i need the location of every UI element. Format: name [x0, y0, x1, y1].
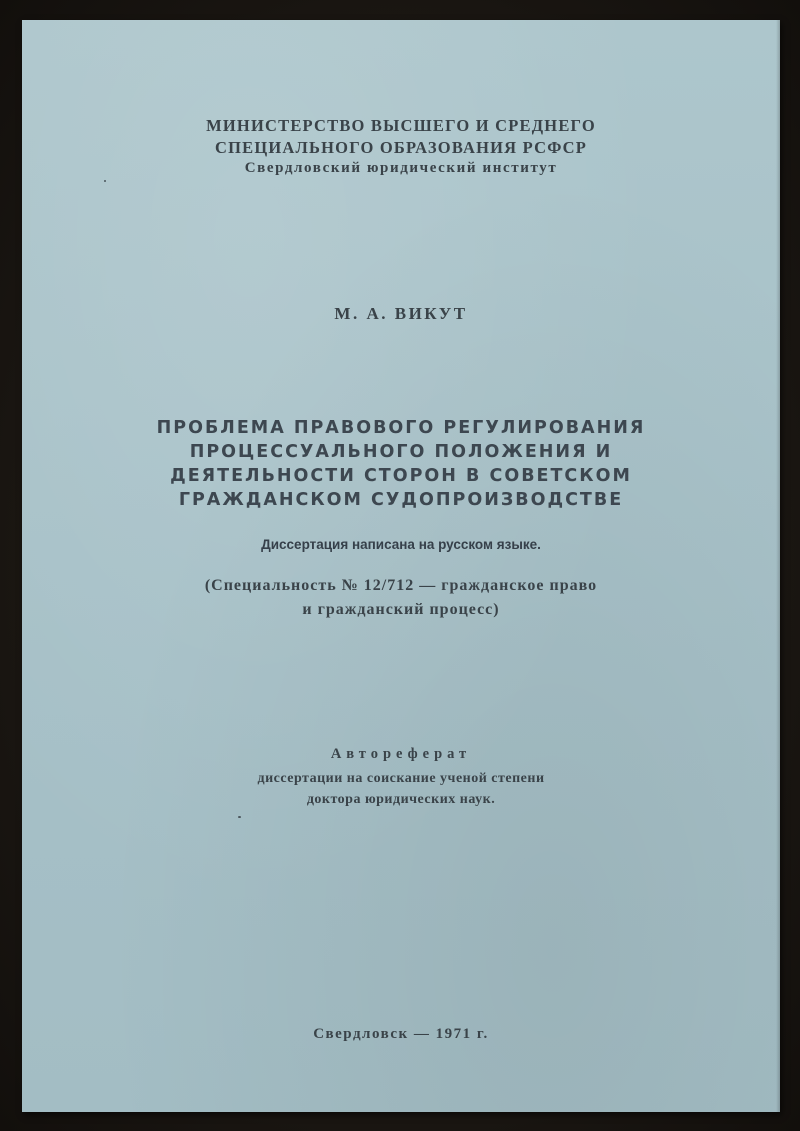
specialty-line-1: (Специальность № 12/712 — гражданское право	[204, 577, 598, 594]
title-line-2: ПРОЦЕССУАЛЬНОГО ПОЛОЖЕНИЯ И	[189, 442, 613, 462]
ministry-line-2: СПЕЦИАЛЬНОГО ОБРАЗОВАНИЯ РСФСР	[215, 138, 587, 157]
title-line-3: ДЕЯТЕЛЬНОСТИ СТОРОН В СОВЕТСКОМ	[170, 466, 632, 486]
paper-speck	[238, 816, 241, 818]
specialty-line-2: и гражданский процесс)	[302, 601, 500, 618]
title-line-4: ГРАЖДАНСКОМ СУДОПРОИЗВОДСТВЕ	[178, 490, 624, 510]
booklet-cover	[22, 20, 780, 1112]
ministry-line-1: МИНИСТЕРСТВО ВЫСШЕГО И СРЕДНЕГО	[206, 116, 596, 135]
title-line-1: ПРОБЛЕМА ПРАВОВОГО РЕГУЛИРОВАНИЯ	[156, 418, 646, 438]
abstract-heading: Автореферат	[330, 746, 472, 762]
abstract-line-2: доктора юридических наук.	[306, 792, 496, 807]
author-name: М. А. ВИКУТ	[334, 304, 468, 323]
abstract-line-1: диссертации на соискание ученой степени	[257, 771, 545, 786]
language-note: Диссертация написана на русском языке.	[261, 537, 541, 552]
institute-name: Свердловский юридический институт	[244, 160, 558, 176]
imprint-city-year: Свердловск — 1971 г.	[313, 1026, 489, 1042]
cover-edge-shadow	[776, 20, 780, 1112]
paper-speck	[104, 180, 106, 182]
